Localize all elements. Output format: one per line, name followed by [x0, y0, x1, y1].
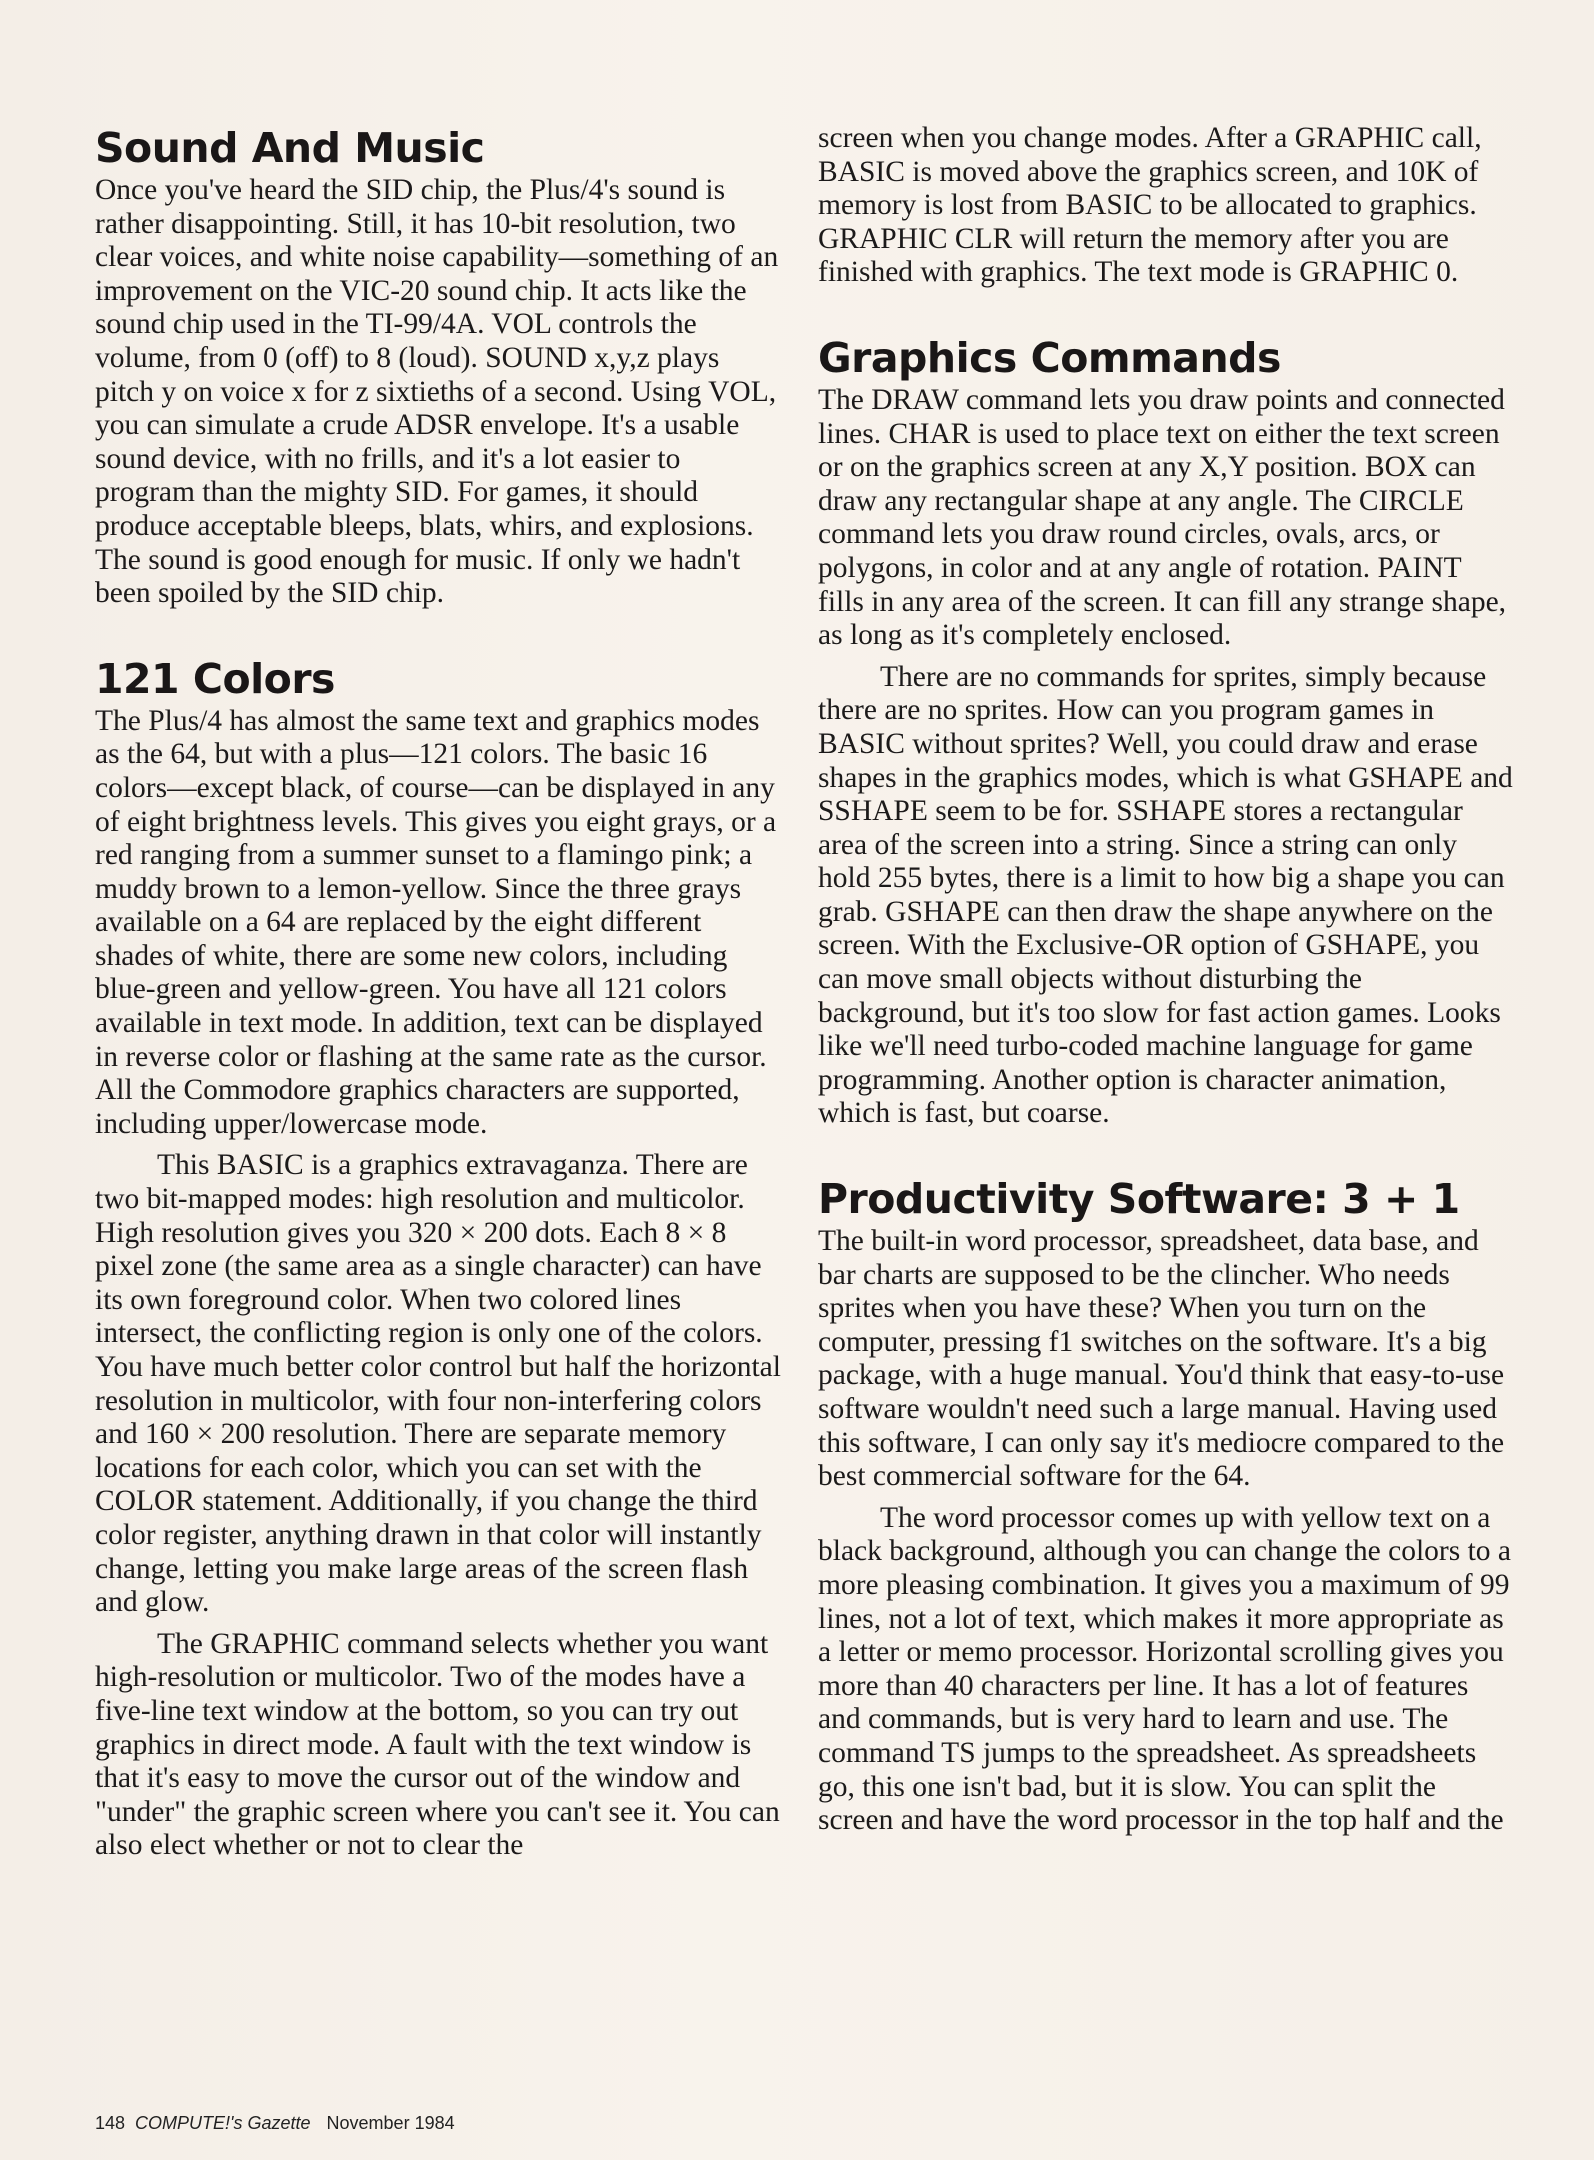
section-heading: 121 Colors — [95, 654, 335, 703]
section-sound-and-music — [95, 122, 785, 611]
page-footer — [95, 2113, 455, 2134]
body-paragraph: The GRAPHIC command selects whether you want high-resolution or multicolor. Two of the modes have a five-line text window at the bottom, so you can try out graphics in direct mode. A fault with the text window is that it's easy to move the cursor out of the window and "under" the graphic screen where you can't see it. You can also elect whether or not to clear the — [95, 1627, 780, 1862]
body-paragraph: The built-in word processor, spreadsheet, data base, and bar charts are supposed to be the clincher. Who needs sprites when you have these? When you turn on the computer, pressing f1 switches on the software. It's a big package, with a huge manual. You'd think that easy-to-use software wouldn't need such a large manual. Having used this software, I can only say it's mediocre compared to the best commercial software for the 64. — [818, 1225, 1505, 1493]
section-121-colors — [95, 653, 785, 1863]
body-paragraph: screen when you change modes. After a GRAPHIC call, BASIC is moved above the graphics screen, and 10K of memory is lost from BASIC to be allocated to graphics. GRAPHIC CLR will return the memory after you are finished with graphics. The text mode is GRAPHIC 0. — [818, 122, 1482, 289]
section-heading: Sound And Music — [95, 124, 485, 172]
section-productivity-software — [818, 1173, 1513, 1838]
right-column — [818, 122, 1513, 1838]
page-number: 148 — [95, 2113, 126, 2133]
section-graphics-commands — [818, 332, 1513, 1131]
publication-name: COMPUTE!'s Gazette — [135, 2113, 311, 2133]
section-continuation — [818, 122, 1513, 290]
issue-date: November 1984 — [326, 2113, 455, 2133]
body-paragraph: The DRAW command lets you draw points and connected lines. CHAR is used to place text on either the text screen or on the graphics screen at any X,Y position. BOX can draw any rectangular shape at any angle. The CIRCLE command lets you draw round circles, ovals, arcs, or polygons, in color and at any angle of rotation. PAINT fills in any area of the screen. It can fill any strange shape, as long as it's completely enclosed. — [818, 383, 1507, 652]
section-heading: Graphics Commands — [818, 333, 1281, 382]
body-paragraph: Once you've heard the SID chip, the Plus/4's sound is rather disappointing. Still, it has 10-bit resolution, two clear voices, and white noise capability—something of an improvement on the VIC-20 sound chip. It acts like the sound chip used in the TI-99/4A. VOL controls the volume, from 0 (off) to 8 (loud). SOUND x,y,z plays pitch y on voice x for z sixtieths of a second. Using VOL, you can simulate a crude ADSR envelope. It's a usable sound device, with no frills, and it's a lot easier to program than the mighty SID. For games, it should produce acceptable bleeps, blats, whirs, and explosions. The sound is good enough for music. If only we hadn't been spoiled by the SID chip. — [95, 174, 779, 610]
left-column — [95, 122, 785, 1863]
body-paragraph: The word processor comes up with yellow text on a black background, although you can change the colors to a more pleasing combination. It gives you a maximum of 99 lines, not a lot of text, which makes it more appropriate as a letter or memo processor. Horizontal scrolling gives you more than 40 characters per line. It has a lot of features and commands, but is very hard to learn and use. The command TS jumps to the spreadsheet. As spreadsheets go, this one isn't bad, but it is slow. You can split the screen and have the word processor in the top half and the — [818, 1501, 1512, 1837]
body-paragraph: The Plus/4 has almost the same text and graphics modes as the 64, but with a plus—121 colors. The basic 16 colors—except black, of course—can be displayed in any of eight brightness levels. This gives you eight grays, or a red ranging from a summer sunset to a flamingo pink; a muddy brown to a lemon-yellow. Since the three grays available on a 64 are replaced by the eight different shades of white, there are some new colors, including blue-green and yellow-green. You have all 121 colors available in text mode. In addition, text can be displayed in reverse color or flashing at the same rate as the cursor. All the Commodore graphics characters are supported, including upper/lowercase mode. — [95, 704, 777, 1140]
section-heading: Productivity Software: 3 + 1 — [818, 1175, 1460, 1224]
body-paragraph: This BASIC is a graphics extravaganza. There are two bit-mapped modes: high resolution and multicolor. High resolution gives you 320 × 200 dots. Each 8 × 8 pixel zone (the same area as a single character) can have its own foreground color. When two colored lines intersect, the conflicting region is only one of the colors. You have much better color control but half the horizontal resolution in multicolor, with four non-interfering colors and 160 × 200 resolution. There are separate memory locations for each color, which you can set with the COLOR statement. Additionally, if you change the third color register, anything drawn in that color will instantly change, letting you make large areas of the screen flash and glow. — [95, 1149, 781, 1619]
body-paragraph: There are no commands for sprites, simply because there are no sprites. How can you program games in BASIC without sprites? Well, you could draw and erase shapes in the graphics modes, which is what GSHAPE and SSHAPE seem to be for. SSHAPE stores a rectangular area of the screen into a string. Since a string can only hold 255 bytes, there is a limit to how big a shape you can grab. GSHAPE can then draw the shape anywhere on the screen. With the Exclusive-OR option of GSHAPE, you can move small objects without disturbing the background, but it's too slow for fast action games. Looks like we'll need turbo-coded machine language for game programming. Another option is character animation, which is fast, but coarse. — [818, 660, 1513, 1130]
